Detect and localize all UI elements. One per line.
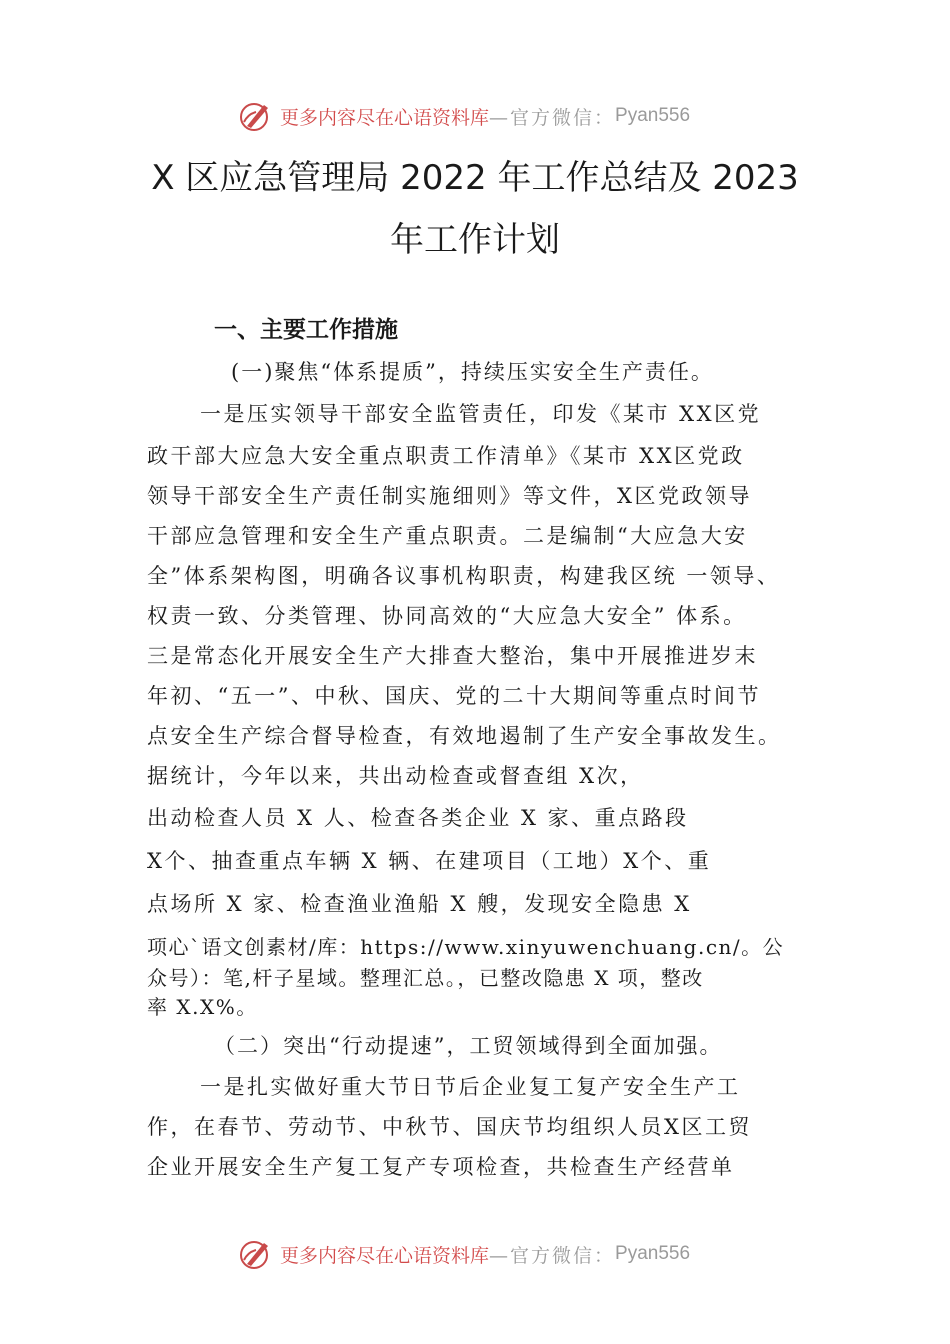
brush-pen-logo-icon	[238, 98, 274, 134]
paragraph-line: X个、抽查重点车辆 X 辆、在建项目（工地）X个、重	[147, 849, 712, 873]
document-title-line-2: 年工作计划	[390, 220, 560, 260]
paragraph-line: 点场所 X 家、检查渔业渔船 X 艘，发现安全隐患 X	[147, 892, 692, 916]
paragraph-line: 作，在春节、劳动节、中秋节、国庆节均组织人员X区工贸	[147, 1115, 752, 1139]
paragraph-line: 领导干部安全生产责任制实施细则》等文件，X区党政领导	[147, 484, 752, 508]
header-banner	[238, 96, 690, 136]
paragraph-line: 年初、“五一”、中秋、国庆、党的二十大期间等重点时间节	[147, 684, 761, 708]
document-title-line-1: X 区应急管理局 2022 年工作总结及 2023	[151, 158, 799, 198]
brush-pen-logo-icon	[238, 1236, 274, 1272]
paragraph-line: 权责一致、分类管理、协同高效的“大应急大安全” 体系。	[147, 604, 747, 628]
paragraph-line: 据统计，今年以来，共出动检查或督查组 X次，	[147, 764, 644, 788]
subsection-heading-2: （二）突出“行动提速”，工贸领域得到全面加强。	[214, 1034, 723, 1058]
banner-text-wechat-id: Pyan556	[615, 105, 691, 126]
banner-text-wechat-label: —官方微信：	[489, 1244, 616, 1267]
paragraph-line: 众号）：笔,杆子星域。整理汇总。，已整改隐患 X 项，整改	[147, 966, 704, 990]
footer-banner	[238, 1234, 690, 1274]
paragraph-line: 企业开展安全生产复工复产专项检查，共检查生产经营单	[147, 1155, 735, 1179]
paragraph-line: 干部应急管理和安全生产重点职责。二是编制“大应急大安	[147, 524, 748, 548]
section-heading-1: 一、主要工作措施	[214, 317, 398, 343]
paragraph-line: 三是常态化开展安全生产大排查大整治，集中开展推进岁末	[147, 644, 758, 668]
paragraph-line: 政干部大应急大安全重点职责工作清单》《某市 XX区党政	[147, 444, 745, 468]
paragraph-line: 出动检查人员 X 人、检查各类企业 X 家、重点路段	[147, 806, 689, 830]
paragraph-line: 项心`语文创素材/库：https://www.xinyuwenchuang.cn/。公	[147, 935, 785, 959]
banner-text-library: 更多内容尽在心语资料库	[280, 106, 490, 129]
paragraph-line: 点安全生产综合督导检查，有效地遏制了生产安全事故发生。	[147, 724, 782, 748]
banner-text-library: 更多内容尽在心语资料库	[280, 1244, 490, 1267]
paragraph-line: 一是压实领导干部安全监管责任，印发《某市 XX区党	[200, 402, 762, 426]
paragraph-line: 一是扎实做好重大节日节后企业复工复产安全生产工	[200, 1075, 741, 1099]
banner-text-wechat-label: —官方微信：	[489, 106, 616, 129]
banner-text-wechat-id: Pyan556	[615, 1243, 691, 1264]
paragraph-line: 全”体系架构图，明确各议事机构职责，构建我区统 一领导、	[147, 564, 781, 588]
subsection-heading-1: (一)聚焦“体系提质”，持续压实安全生产责任。	[231, 360, 714, 384]
paragraph-line: 率 X.X%。	[147, 995, 258, 1019]
